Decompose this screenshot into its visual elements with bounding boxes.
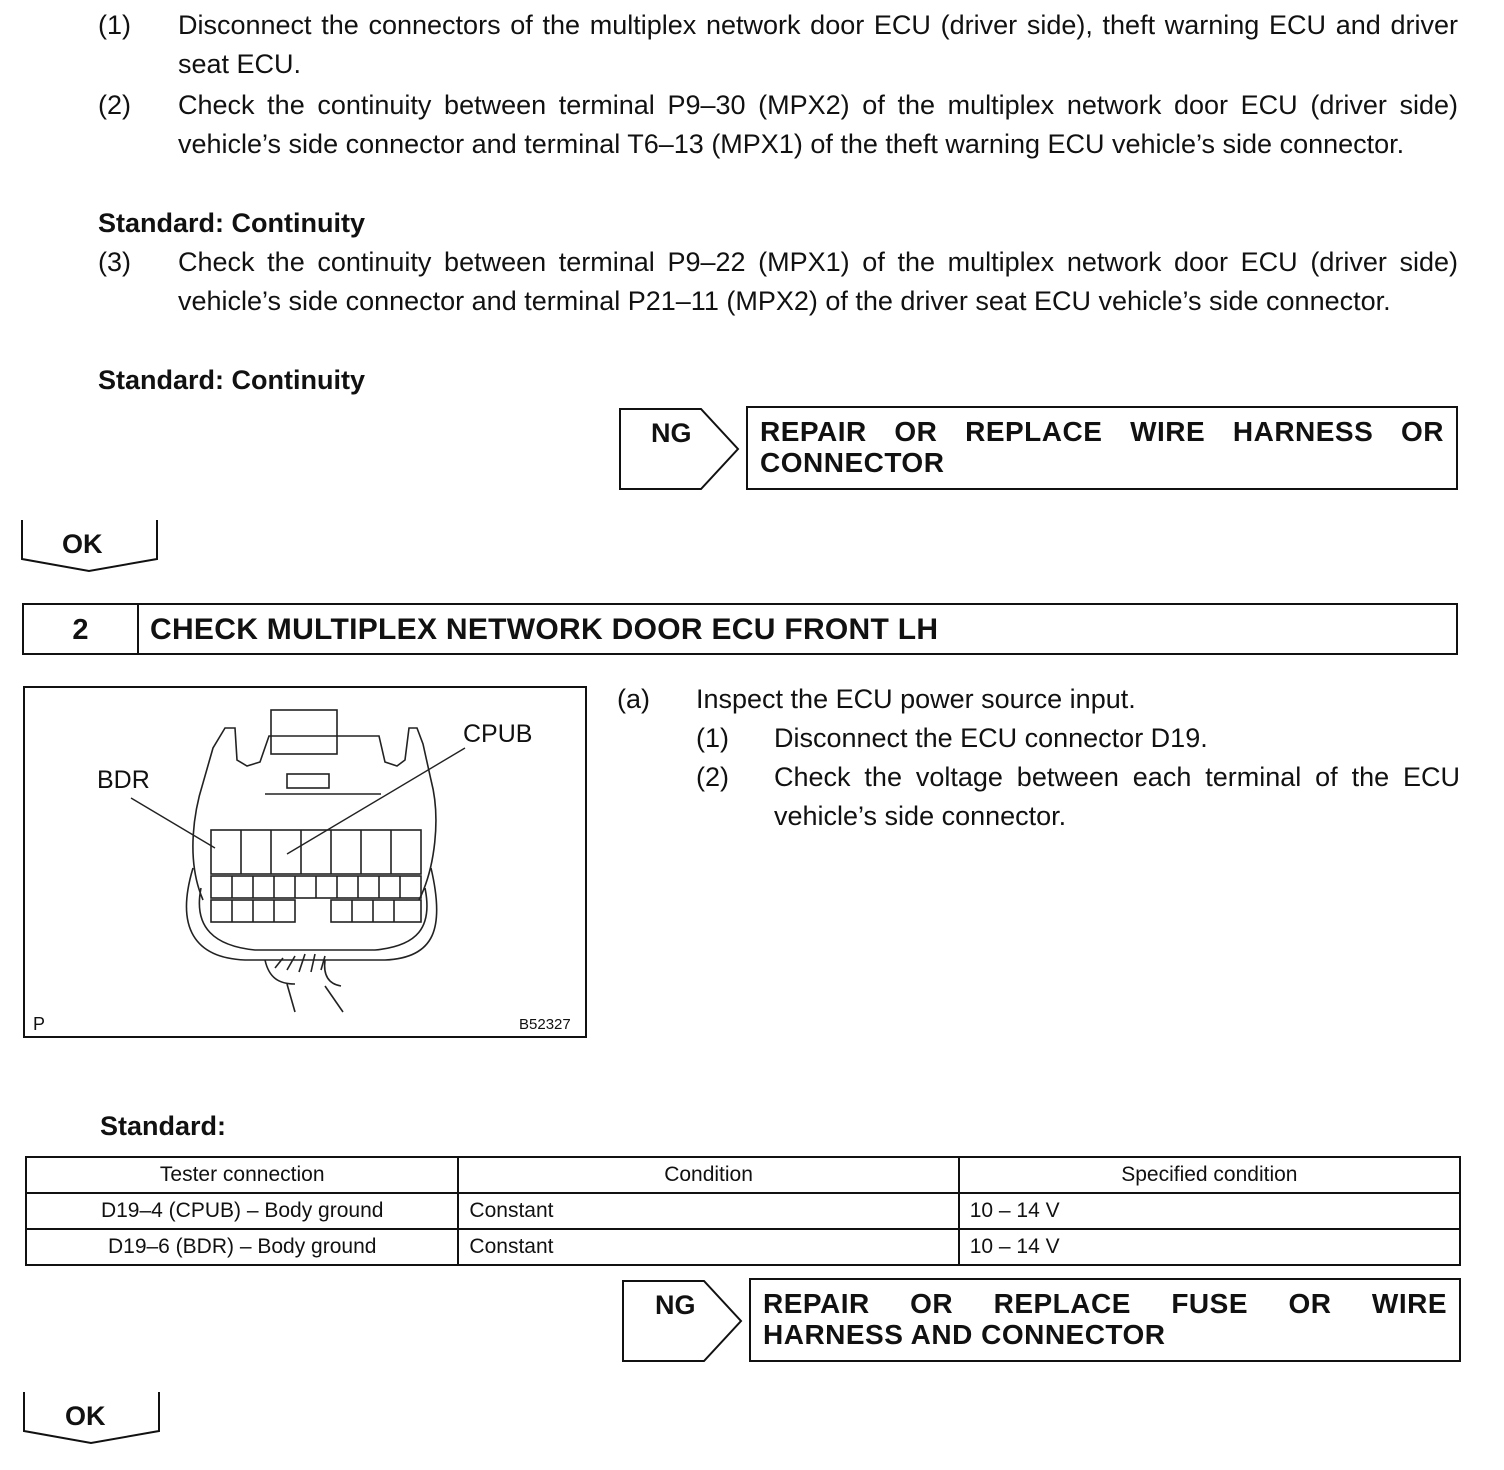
table-cell: Constant (458, 1229, 958, 1265)
section-header (22, 603, 1458, 655)
ng-action-2: REPAIR OR REPLACE FUSE OR WIRE HARNESS AND CONNECTOR (749, 1278, 1461, 1362)
table-header-row (26, 1157, 1460, 1193)
ng-label-1: NG (651, 418, 692, 448)
table-cell: 10 – 14 V (959, 1193, 1460, 1229)
standard-label: Standard: (100, 1111, 227, 1141)
step-text: Check the continuity between terminal P9–22 (MPX1) of the multiplex network door ECU (driver side) vehicle’s side connector and terminal P21–11 (MPX2) of the driver seat ECU vehicle’s side connector. (178, 247, 1458, 316)
ok-label-2: OK (65, 1401, 106, 1431)
table-cell: Constant (458, 1193, 958, 1229)
figure-corner-label: P (33, 1014, 46, 1034)
step-number: (1) (98, 10, 131, 40)
table-header: Tester connection (26, 1157, 458, 1193)
standard-continuity-1: Standard: Continuity (98, 208, 365, 238)
step-number: (2) (98, 90, 131, 120)
table-row (26, 1229, 1460, 1265)
inspect-a-num: (a) (617, 684, 650, 714)
step-1 (98, 6, 1458, 84)
inspect-a-text: Inspect the ECU power source input. (696, 684, 1136, 714)
step-2 (98, 86, 1458, 164)
label-bdr: BDR (97, 766, 150, 794)
table-header: Condition (458, 1157, 958, 1193)
step-number: (3) (98, 247, 131, 277)
label-cpub: CPUB (463, 720, 533, 748)
ng-label-2: NG (655, 1290, 696, 1320)
standard-continuity-2: Standard: Continuity (98, 365, 365, 395)
table-cell: D19–6 (BDR) – Body ground (26, 1229, 458, 1265)
inspect-sub2-text: Check the voltage between each terminal of the ECU vehicle’s side connector. (774, 762, 1460, 831)
section-title: CHECK MULTIPLEX NETWORK DOOR ECU FRONT LH (150, 613, 939, 646)
ok-label-1: OK (62, 529, 103, 559)
inspect-sub2-num: (2) (696, 762, 729, 792)
ng-action-1: REPAIR OR REPLACE WIRE HARNESS OR CONNECTOR (746, 406, 1458, 490)
table-header: Specified condition (959, 1157, 1460, 1193)
inspect-sub1-text: Disconnect the ECU connector D19. (774, 723, 1208, 753)
connector-figure (23, 686, 587, 1038)
table-cell: 10 – 14 V (959, 1229, 1460, 1265)
step-text: Check the continuity between terminal P9–30 (MPX2) of the multiplex network door ECU (driver side) vehicle’s side connector and terminal T6–13 (MPX1) of the theft warning ECU vehicle’s side connector. (178, 90, 1458, 159)
standard-table (25, 1156, 1461, 1266)
step-text: Disconnect the connectors of the multiplex network door ECU (driver side), theft warning ECU and driver seat ECU. (178, 10, 1458, 79)
section-number: 2 (24, 605, 139, 653)
figure-code: B52327 (519, 1016, 571, 1033)
table-cell: D19–4 (CPUB) – Body ground (26, 1193, 458, 1229)
table-row (26, 1193, 1460, 1229)
inspect-sub1-num: (1) (696, 723, 729, 753)
step-3 (98, 243, 1458, 321)
